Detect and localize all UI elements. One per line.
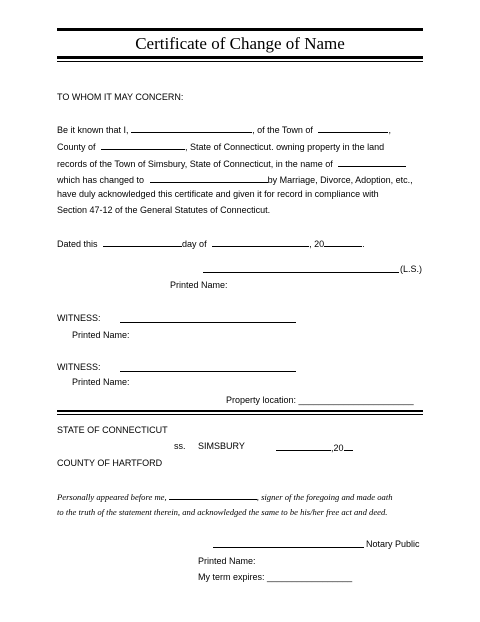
day-field[interactable] bbox=[103, 237, 182, 247]
witness-2-printed-name-label: Printed Name: bbox=[72, 377, 130, 387]
salutation: TO WHOM IT MAY CONCERN: bbox=[57, 92, 184, 102]
body-line-1-text-b: , of the Town of bbox=[252, 125, 313, 135]
section-rule-thick bbox=[57, 410, 423, 412]
dated-line bbox=[57, 237, 365, 249]
name-field[interactable] bbox=[131, 123, 252, 133]
signer-field[interactable] bbox=[169, 490, 257, 500]
witness-2-signature-line[interactable] bbox=[120, 371, 296, 372]
acknowledgement-text-a: Personally appeared before me, bbox=[57, 492, 167, 502]
signer-printed-name-label: Printed Name: bbox=[170, 280, 228, 290]
section-rule-thin bbox=[57, 414, 423, 415]
dated-text-c: , 20 bbox=[309, 239, 325, 249]
notary-signature-line[interactable] bbox=[213, 547, 364, 548]
body-line-3 bbox=[57, 157, 406, 169]
witness-1-signature-line[interactable] bbox=[120, 322, 296, 323]
body-line-3-text: records of the Town of Simsbury, State of Connecticut, in the name of bbox=[57, 159, 333, 169]
dated-text-a: Dated this bbox=[57, 239, 98, 249]
body-line-1-text-a: Be it known that I, bbox=[57, 125, 129, 135]
body-line-2 bbox=[57, 140, 384, 152]
body-line-6: Section 47-12 of the General Statutes of Connecticut. bbox=[57, 205, 271, 215]
county-field[interactable] bbox=[101, 140, 185, 150]
document-title: Certificate of Change of Name bbox=[135, 34, 345, 53]
notary-printed-name-label: Printed Name: bbox=[198, 556, 256, 566]
town-field[interactable] bbox=[318, 123, 388, 133]
acknowledgement-text-b: , signer of the foregoing and made oath bbox=[256, 492, 393, 502]
notary-year-text: ,20 bbox=[331, 443, 344, 453]
state-label: STATE OF CONNECTICUT bbox=[57, 425, 168, 435]
notary-year-field[interactable] bbox=[344, 441, 353, 451]
ls-label: (L.S.) bbox=[400, 264, 423, 274]
body-line-4-text-b: by Marriage, Divorce, Adoption, etc., bbox=[267, 175, 413, 185]
acknowledgement-line-1 bbox=[57, 490, 393, 502]
top-rule-thick bbox=[57, 28, 423, 31]
witness-1-printed-name-label: Printed Name: bbox=[72, 330, 130, 340]
notary-date-line bbox=[276, 441, 353, 453]
notary-public-label: Notary Public bbox=[366, 539, 420, 549]
acknowledgement-line-2: to the truth of the statement therein, and acknowledged the same to be his/her free act and deed. bbox=[57, 507, 388, 517]
term-expires-label: My term expires: _________________ bbox=[198, 572, 353, 582]
body-line-4-text-a: which has changed to bbox=[57, 175, 145, 185]
body-line-1 bbox=[57, 123, 391, 135]
dated-text-d: . bbox=[362, 239, 365, 249]
witness-1-label: WITNESS: bbox=[57, 313, 101, 323]
year-field[interactable] bbox=[324, 237, 362, 247]
town-label: SIMSBURY bbox=[198, 441, 245, 451]
witness-2-label: WITNESS: bbox=[57, 362, 101, 372]
notary-date-field[interactable] bbox=[276, 441, 331, 451]
former-name-field[interactable] bbox=[338, 157, 406, 167]
title-rule-thin bbox=[57, 61, 423, 62]
county-label: COUNTY OF HARTFORD bbox=[57, 458, 163, 468]
dated-text-b: day of bbox=[182, 239, 207, 249]
body-line-2-text-b: , State of Connecticut. owning property in the land bbox=[185, 142, 385, 152]
title-rule-thick bbox=[57, 56, 423, 59]
body-line-4 bbox=[57, 173, 413, 185]
body-line-2-text-a: County of bbox=[57, 142, 96, 152]
ss-label: ss. bbox=[174, 441, 186, 451]
month-field[interactable] bbox=[212, 237, 309, 247]
body-line-1-text-c: , bbox=[388, 125, 391, 135]
new-name-field[interactable] bbox=[150, 173, 268, 183]
signature-line[interactable] bbox=[203, 272, 399, 273]
property-location: Property location: _______________________ bbox=[226, 395, 414, 405]
body-line-5: have duly acknowledged this certificate and given it for record in compliance with bbox=[57, 189, 379, 199]
